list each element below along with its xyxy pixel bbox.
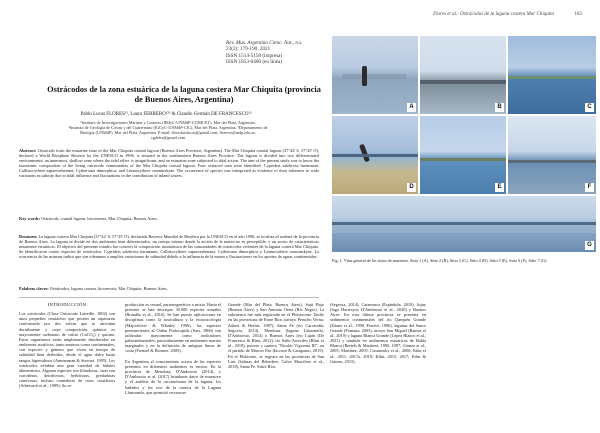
photo-site-e xyxy=(420,116,506,194)
photo-label: E xyxy=(495,183,504,192)
abstract-label: Abstract: xyxy=(19,148,37,153)
section-divider xyxy=(19,297,319,298)
affiliation-line: cgdefra@gmail.com xyxy=(150,135,186,140)
keywords-label: Key words: xyxy=(19,216,41,221)
issn-online: ISSN 1853-0400 (en línea) xyxy=(226,59,283,66)
photo-label: B xyxy=(495,103,504,112)
photo-site-f xyxy=(508,116,596,194)
photo-label: D xyxy=(407,183,416,192)
body-text: Los ostrácodos (Clase Ostracoda Latreille, 1802) son unos pequeños crustáceos que poseen un caparazón conformado por dos valvas que se articulan dorsalmente y cuya composición química es mayormente carbonato de calcio (CaCO₃) y quitina. Estos organismos están ampliamente distribuidos en ambientes acuáticos, tanto marinos como continentales, con especies y géneros que viven en tiempo de salinidad bien definidos, desde el agua dulce hasta rangos hipersalinos (Ammerman & Stewart, 1995). Los ostrácodos exhiben una gran variedad de hábitos alimenticios. Algunas especies son filtradoras, otras son carroñeras, detritívoras, herbívoras, predadoras carnívoras, incluso comedores de otros crustáceos (Athersuch et al., 1989). Su re- xyxy=(19,311,115,389)
journal-name: Rev. Mus. Argentino Cienc. Nat., n.s. xyxy=(226,40,303,46)
issn-print: ISSN 1514-5158 (impresa) xyxy=(226,52,283,59)
figure-1 xyxy=(332,36,596,256)
photo-site-b xyxy=(420,36,506,114)
page-number: 183 xyxy=(574,12,582,17)
journal-citation xyxy=(226,40,316,66)
resumen xyxy=(19,234,319,259)
body-text: producción es sexual, partenogenética o mixta. Hasta el presente se han descripto 30.000 especies actuales (Brandão et al., 2016). Se han puesto aplicaciones en disciplinas como la acuicultura y la ecotoxicología (Majoričević & Whatley 1996), las especies pertenecientes al Orden Podocopida (Sars, 1866) son utilizadas mayormente como indicadores paleoambientales, particularmente en ambientes marino marginales y en la definición de antiguas líneas de costa (Frenzel & Boomer, 2005). En Argentina el conocimiento acerca de las especies presentes en diferentes ambientes es escaso. En la provincia de Mendoza, D'Ambrosio (2014), y D'Ambrosio et al. (2017) brindaron datos de muestreo y el análisis de la carcinofauna de la laguna, los bañados y los ríos de la cuenca de la Laguna Llancanelo, que permitió reconocer xyxy=(125,302,221,395)
abstract-text: Ostracods from the estuarine zone of the Mar Chiquita coastal lagoon (Buenos Aires Province, Argentina). The Mar Chiquita coastal lagoon (37°42' S, 57°25' O), declared a World Biosphere Reserve by the UNESCO in 1996, is situated in the southeastern Buenos Aires Province. The lagoon is divided into two differentiated environments: an innermost, shallow zone where the tidal effect is insignificant, and an estuarine zone subjected to tidal action. The aim of the present study was to know the taxonomic composition of the living ostracode communities of the Mar Chiquita coastal lagoon. Four ostracod taxa were identified: Cyprideis salebrosa hartmanni, Callistocythere sapaeverbenaea, Cytheroma dimorphica, and Limnocythere cusminskyae. The occurrence of species was interpreted as evidence of their tolerance to wide variations in salinity due to tidal influence and fluctuations in the contribution of inland waters. xyxy=(19,148,320,179)
running-head xyxy=(0,6,600,16)
photo-label: C xyxy=(585,103,594,112)
photo-site-a xyxy=(332,36,418,114)
keywords xyxy=(19,216,319,221)
photo-site-c xyxy=(508,36,596,114)
palabras-claves xyxy=(19,286,319,291)
body-text: (Segovia, 2014), Catamarca (Espíndola, 2019), Jujuy (Iago Hurtreyra; D'Ambrosio et al., 2020) y Buenos Aires. En esta última provincia se presenta en sedimentos continentales del río Quequén Grande (Zárate et al., 1998, Ferrero, 1996), lagunas del Sauce Grande (Fontana, 2005), arroyo San Miguel (Ramos et al., 2019) y laguna Blanca Grande (López Blanco et al., 2021) y también en sedimentos estuáricos de Bahía Blanca (Bertels & Martínez, 1990, 1997; Gómez et al., 2005; Martínez, 2005; Cusminsky et al., 2006; Kihn et al., 2011, 2017a, 2018; Kihn, 2015, 2017; Kihn & Gómez, 2015). xyxy=(330,302,426,364)
journal-volume: 23(2): 179-190, 2021 xyxy=(226,46,271,53)
resumen-text: La laguna costera Mar Chiquita (37°42' S, 57°25' O), declarada Reserva Mundial de Biosfera por la UNESCO en el año 1996, se localiza al sudeste de la provincia de Buenos Aires. La laguna se divide en dos ambientes bien diferenciados, un cuerpo interno donde la acción de la marea no es perceptible, y un sector de características netamente estuáricas. El objetivo del presente estudio fue conocer la composición taxonómica de las comunidades de ostrácodos vivientes de la laguna costera Mar Chiquita. Se identificaron cuatro especies de ostrácodos: Cyprideis salebrosa hartmanni, Callistocythere sapaeverbenaea, Cytheroma dimorphica y Limnocythere cusminskyae. La ocurrencia de las mismas indica que son tolerantes a amplias variaciones de salinidad debido a la influencia de la marea y fluctuaciones en los aportes de aguas continentales. xyxy=(19,234,319,260)
resumen-label: Resumen: xyxy=(19,234,38,239)
abstract xyxy=(19,148,319,179)
affiliations xyxy=(24,120,312,140)
intro-heading: INTRODUCCIÓN xyxy=(47,302,87,307)
photo-label: F xyxy=(585,183,594,192)
palabras-text: Ostrácodos, laguna costera, biocenosis, Mar Chiquita, Buenos Aires. xyxy=(49,286,168,291)
body-text: Grande (Mar del Plata, Buenos Aires), Sajú Bajo (Buenos Aires) y San Antonio Oeste (Río Negro). La subcuenca fue más registrada en el Pleistoceno Tardío en las provincias de Entre Ríos (arroyo Perucho Verna; Zabert & Herbst, 1987), Santa Fe (río Carcarañá; Segovia, 2014), Mendoza (laguna Llancanelo; D'Ambrosio, 2014) o Buenos Aires (río Luján (De Francesco & Blasi, 2012), río Salto-Arrecifes (Blasi et al., 2019), potrero y cantera "Nicolás Vígorena III", en el partido de Marcos Paz (Iaccuse & Cariguano, 2019). En el Holoceno, se registra en las provincias de San Luis (Salinas del Bebedero; Calvo Marcilese et al., 2018), Santa Fe, Entre Ríos xyxy=(228,302,324,369)
body-column-4 xyxy=(330,302,426,364)
affiliation-line: ¹Instituto de Investigaciones Marinas y Costeras (IIMyC-UNMdP-CONICET), Mar del Plata, Argentina. xyxy=(80,120,256,125)
palabras-label: Palabras claves: xyxy=(19,286,49,291)
figure-caption: Fig. 1. Vista general de los sitios de muestreo. Sitio 1 (A), Sitio 2 (B), Sitio 3 (C), Sitio 4 (D), Sitio 5 (E), Sitio 6 (F), Sitio 7 (G). xyxy=(332,258,548,263)
affiliation-line: Biología (UNMdP), Mar del Plata, Argentina. E-mail: floresluislucas@gmail.com; lferrero@mdp.edu.ar; xyxy=(80,130,256,135)
article-title: Ostrácodos de la zona estuárica de la laguna costera Mar Chiquita (provincia de Buenos Aires, Argentina) xyxy=(47,85,321,104)
running-head-title: Flores et al.: Ostrácodos de la laguna costera Mar Chiquita xyxy=(433,12,554,17)
photo-label: A xyxy=(407,103,416,112)
body-column-1 xyxy=(19,302,115,389)
photo-label: G xyxy=(585,241,594,250)
photo-site-d xyxy=(332,116,418,194)
body-column-2 xyxy=(125,302,221,395)
affiliation-line: ²Instituto de Geología de Costas y del Cuaternario (IGCyC-UNMdP-CIC), Mar del Plata, Argentina. ³Departamento de xyxy=(68,125,268,130)
keywords-text: Ostracods, coastal lagoon, biocenoses, Mar Chiquita, Buenos Aires. xyxy=(41,216,158,221)
author-list: Pablo Lucas FLORES¹², Laura FERRERO¹²³ & Claudio Germán DE FRANCESCO¹² xyxy=(80,112,252,117)
body-column-3 xyxy=(228,302,324,369)
photo-site-g xyxy=(332,196,596,252)
